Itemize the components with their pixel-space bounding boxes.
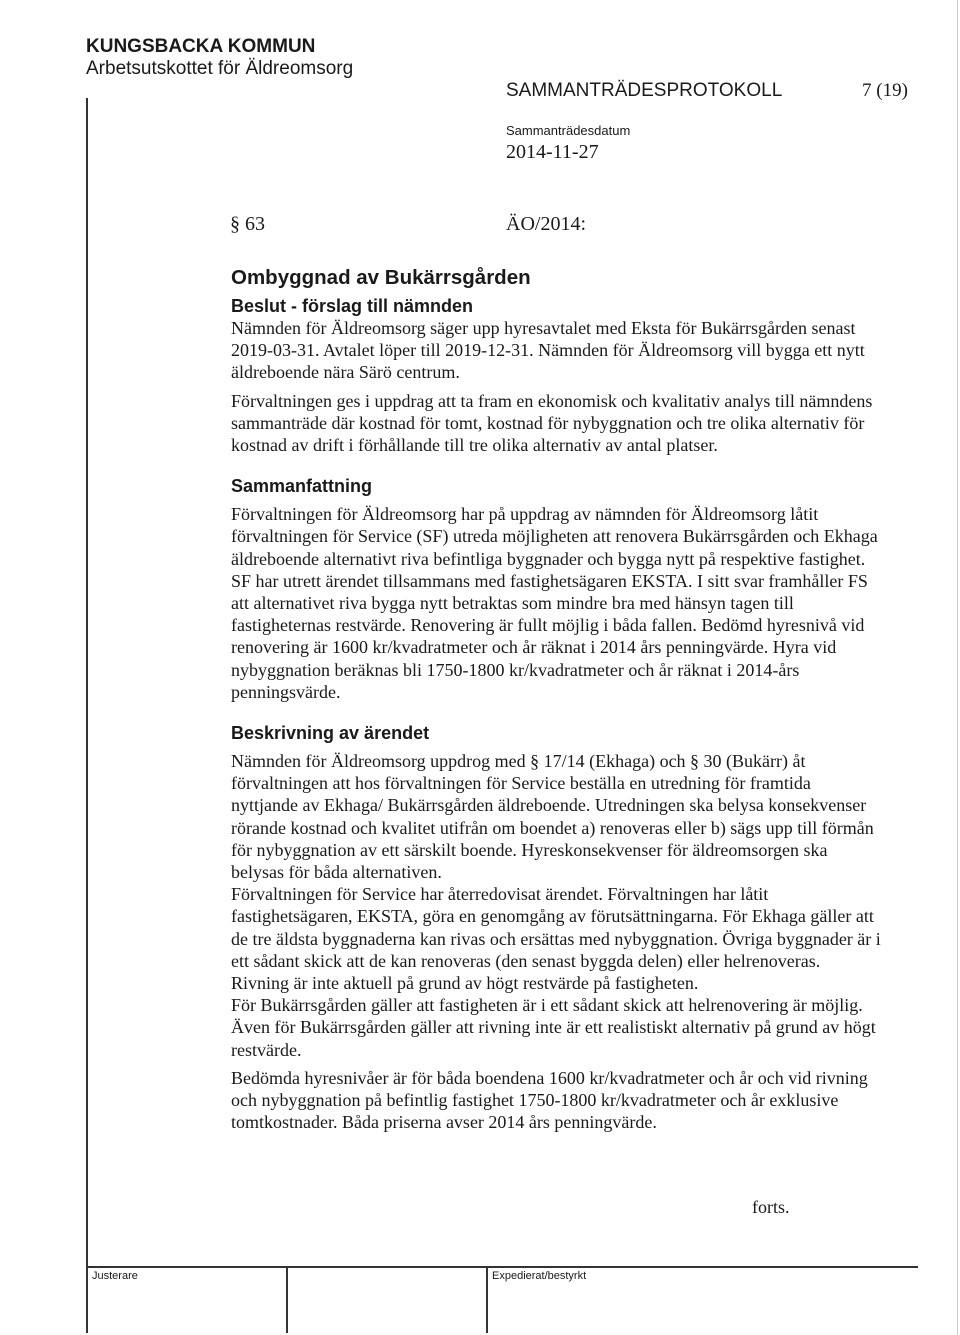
decision-paragraph: Nämnden för Äldreomsorg säger upp hyresavtalet med Eksta för Bukärrsgården senast 2019-03-31. Avtalet löper till 2019-12-31. Nämnden för Äldreomsorg vill bygga ett nytt äldreboende nära Särö centrum. (231, 318, 865, 383)
document-body (231, 266, 881, 1134)
description-paragraph: Nämnden för Äldreomsorg uppdrog med § 17/14 (Ekhaga) och § 30 (Bukärr) åt förvaltningen att hos förvaltningen för Service beställa en utredning för framtida nyttjande av Ekhaga/ Bukärrsgården äldreboende. Utredningen ska belysa konsekvenser rörande kostnad och kvalitet utifrån om boendet a) renoveras eller b) sägs upp till förmån för nybyggnation av ett särskilt boende. Hyreskonsekvenser för äldreomsorgen ska belysas för båda alternativen. (231, 751, 874, 883)
continued-marker: forts. (752, 1197, 790, 1217)
committee-name: Arbetsutskottet för Äldreomsorg (86, 58, 354, 79)
footer-divider (486, 1266, 488, 1333)
case-number: ÄO/2014: (506, 213, 586, 235)
summary-paragraph: Förvaltningen för Äldreomsorg har på uppdrag av nämnden för Äldreomsorg låtit förvaltningen för Service (SF) utreda möjligheten att renovera Bukärrsgården och Ekhaga äldreboende alternativt riva befintliga byggnader och bygga nytt på respektive fastighet. (231, 504, 878, 569)
description-paragraph: Förvaltningen för Service har återredovisat ärendet. Förvaltningen har låtit fastighetsägaren, EKSTA, göra en genomgång av förutsättningarna. För Ekhaga gäller att de tre äldsta byggnaderna kan rivas och ersättas med nybyggnation. Övriga byggnader är i ett sådant skick att de kan renoveras (den senast byggda delen) eller helrenoveras. Rivning är inte aktuell på grund av högt restvärde på fastigheten. (231, 884, 881, 994)
page-number: 7 (19) (862, 80, 908, 101)
decision-heading: Beslut - förslag till nämnden (231, 296, 474, 316)
footer-rule (86, 1266, 918, 1268)
summary-paragraph: SF har utrett ärendet tillsammans med fastighetsägaren EKSTA. I sitt svar framhåller FS att alternativet riva bygga nytt betraktas som mindre bra med hänsyn tagen till fastigheternas restvärde. Renovering är fullt möjlig i båda fallen. Bedömd hyresnivå vid renovering är 1600 kr/kvadratmeter och år räknat i 2014 års penningvärde. Hyra vid nybyggnation beräknas bli 1750-1800 kr/kvadratmeter och år räknat i 2014-års penningsvärde. (231, 570, 868, 702)
document-type: SAMMANTRÄDESPROTOKOLL (506, 80, 783, 101)
description-paragraph: För Bukärrsgården gäller att fastigheten är i ett sådant skick att helrenovering är möjlig. Även för Bukärrsgården gäller att rivning inte är ett realistiskt alternativ på grund av högt restvärde. (231, 995, 876, 1060)
dispatched-label: Expedierat/bestyrkt (492, 1270, 587, 1282)
page-edge (957, 0, 958, 1335)
meeting-date-label: Sammanträdesdatum (506, 123, 631, 138)
organization-name: KUNGSBACKA KOMMUN (86, 36, 316, 57)
case-title: Ombyggnad av Bukärrsgården (231, 266, 531, 289)
description-paragraph: Bedömda hyresnivåer är för båda boendena 1600 kr/kvadratmeter och år och vid rivning och nybyggnation på befintlig fastighet 1750-1800 kr/kvadratmeter och år exklusive tomtkostnader. Båda priserna avser 2014 års penningvärde. (231, 1067, 868, 1133)
summary-heading: Sammanfattning (231, 476, 373, 497)
description-heading: Beskrivning av ärendet (231, 723, 430, 744)
decision-paragraph: Förvaltningen ges i uppdrag att ta fram en ekonomisk och kvalitativ analys till nämndens sammanträde där kostnad för tomt, kostnad för nybyggnation och tre olika alternativ för kostnad av drift i förhållande till tre olika alternativ av antal platser. (231, 390, 873, 456)
left-margin-rule (86, 98, 88, 1333)
adjusters-label: Justerare (92, 1270, 138, 1282)
footer-divider (286, 1266, 288, 1333)
paragraph-number: § 63 (230, 213, 265, 235)
meeting-date: 2014-11-27 (506, 141, 599, 163)
